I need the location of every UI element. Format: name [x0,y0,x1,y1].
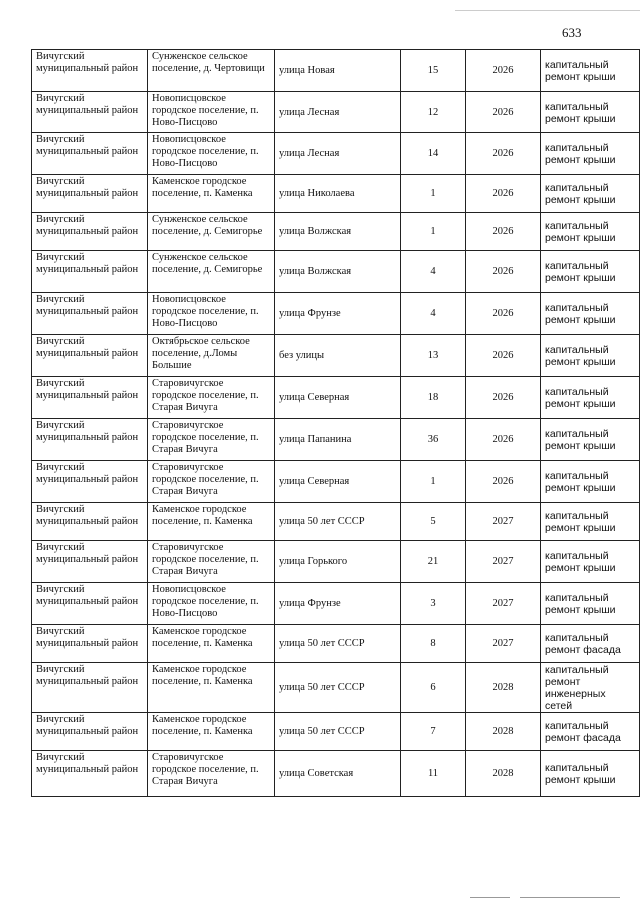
cell-year: 2028 [466,663,541,713]
cell-street: улица Волжская [275,251,401,293]
cell-house-number: 6 [401,663,466,713]
cell-work-type: капитальный ремонт фасада [541,713,640,751]
table-row [32,541,640,583]
cell-year: 2027 [466,583,541,625]
cell-street: улица Новая [275,50,401,92]
cell-work-type: капитальный ремонт крыши [541,541,640,583]
cell-year: 2028 [466,713,541,751]
cell-settlement: Октябрьское сельское поселение, д.Ломы Большие [148,335,275,377]
table-row [32,503,640,541]
cell-region: Вичугский муниципальный район [32,133,148,175]
cell-house-number: 13 [401,335,466,377]
cell-settlement: Сунженское сельское поселение, д. Чертовищи [148,50,275,92]
cell-house-number: 12 [401,92,466,133]
cell-region: Вичугский муниципальный район [32,213,148,251]
table-row [32,133,640,175]
cell-house-number: 1 [401,175,466,213]
table-row [32,335,640,377]
cell-house-number: 18 [401,377,466,419]
table-row [32,583,640,625]
cell-settlement: Новописцовское городское поселение, п. Ново-Писцово [148,133,275,175]
cell-year: 2027 [466,541,541,583]
cell-year: 2026 [466,419,541,461]
cell-year: 2026 [466,213,541,251]
cell-year: 2026 [466,251,541,293]
cell-settlement: Каменское городское поселение, п. Каменка [148,713,275,751]
cell-settlement: Старовичугское городское поселение, п. Старая Вичуга [148,377,275,419]
cell-region: Вичугский муниципальный район [32,419,148,461]
cell-street: улица Советская [275,751,401,797]
cell-house-number: 14 [401,133,466,175]
cell-year: 2027 [466,503,541,541]
cell-settlement: Старовичугское городское поселение, п. Старая Вичуга [148,419,275,461]
cell-street: улица Николаева [275,175,401,213]
cell-street: улица Фрунзе [275,583,401,625]
footer-rule-left [470,897,510,898]
cell-settlement: Каменское городское поселение, п. Каменка [148,625,275,663]
cell-year: 2026 [466,377,541,419]
table-row [32,625,640,663]
cell-region: Вичугский муниципальный район [32,713,148,751]
cell-street: улица 50 лет СССР [275,503,401,541]
cell-work-type: капитальный ремонт крыши [541,92,640,133]
cell-region: Вичугский муниципальный район [32,663,148,713]
cell-street: улица Лесная [275,133,401,175]
table-row [32,461,640,503]
cell-work-type: капитальный ремонт крыши [541,251,640,293]
cell-house-number: 7 [401,713,466,751]
cell-region: Вичугский муниципальный район [32,461,148,503]
cell-year: 2026 [466,92,541,133]
cell-house-number: 21 [401,541,466,583]
table-row [32,175,640,213]
cell-house-number: 8 [401,625,466,663]
table-row [32,293,640,335]
cell-work-type: капитальный ремонт крыши [541,213,640,251]
cell-house-number: 11 [401,751,466,797]
cell-street: улица Лесная [275,92,401,133]
cell-year: 2026 [466,133,541,175]
cell-house-number: 15 [401,50,466,92]
cell-region: Вичугский муниципальный район [32,50,148,92]
cell-region: Вичугский муниципальный район [32,625,148,663]
cell-work-type: капитальный ремонт крыши [541,335,640,377]
cell-house-number: 4 [401,251,466,293]
cell-house-number: 4 [401,293,466,335]
cell-year: 2026 [466,293,541,335]
cell-settlement: Каменское городское поселение, п. Каменка [148,503,275,541]
page-number: 633 [562,25,582,40]
cell-work-type: капитальный ремонт крыши [541,583,640,625]
cell-settlement: Старовичугское городское поселение, п. Старая Вичуга [148,751,275,797]
table-row [32,663,640,713]
table-row [32,377,640,419]
cell-street: улица Фрунзе [275,293,401,335]
cell-work-type: капитальный ремонт крыши [541,175,640,213]
cell-street: улица Северная [275,377,401,419]
cell-region: Вичугский муниципальный район [32,583,148,625]
cell-region: Вичугский муниципальный район [32,92,148,133]
cell-settlement: Каменское городское поселение, п. Каменка [148,663,275,713]
cell-work-type: капитальный ремонт крыши [541,419,640,461]
cell-region: Вичугский муниципальный район [32,335,148,377]
table-row [32,92,640,133]
cell-year: 2026 [466,50,541,92]
cell-house-number: 5 [401,503,466,541]
cell-street: улица Папанина [275,419,401,461]
cell-work-type: капитальный ремонт инженерных сетей [541,663,640,713]
table-row [32,251,640,293]
cell-street: улица 50 лет СССР [275,625,401,663]
cell-settlement: Каменское городское поселение, п. Каменка [148,175,275,213]
cell-settlement: Сунженское сельское поселение, д. Семигорье [148,251,275,293]
cell-year: 2026 [466,175,541,213]
cell-work-type: капитальный ремонт крыши [541,751,640,797]
cell-region: Вичугский муниципальный район [32,751,148,797]
cell-house-number: 3 [401,583,466,625]
table-row [32,751,640,797]
table-body [32,50,640,797]
cell-region: Вичугский муниципальный район [32,503,148,541]
cell-region: Вичугский муниципальный район [32,293,148,335]
cell-settlement: Новописцовское городское поселение, п. Ново-Писцово [148,293,275,335]
cell-work-type: капитальный ремонт крыши [541,503,640,541]
cell-street: улица 50 лет СССР [275,713,401,751]
table-row [32,419,640,461]
cell-region: Вичугский муниципальный район [32,377,148,419]
repair-schedule-table [31,49,640,797]
table-row [32,713,640,751]
cell-work-type: капитальный ремонт крыши [541,50,640,92]
top-rule [455,10,640,11]
cell-work-type: капитальный ремонт фасада [541,625,640,663]
cell-year: 2026 [466,335,541,377]
cell-year: 2028 [466,751,541,797]
table-row [32,50,640,92]
cell-house-number: 1 [401,461,466,503]
cell-year: 2027 [466,625,541,663]
cell-settlement: Новописцовское городское поселение, п. Ново-Писцово [148,583,275,625]
cell-settlement: Новописцовское городское поселение, п. Ново-Писцово [148,92,275,133]
cell-street: улица Северная [275,461,401,503]
cell-region: Вичугский муниципальный район [32,541,148,583]
cell-street: без улицы [275,335,401,377]
cell-settlement: Старовичугское городское поселение, п. Старая Вичуга [148,461,275,503]
cell-work-type: капитальный ремонт крыши [541,377,640,419]
cell-work-type: капитальный ремонт крыши [541,133,640,175]
cell-settlement: Сунженское сельское поселение, д. Семигорье [148,213,275,251]
cell-street: улица 50 лет СССР [275,663,401,713]
cell-region: Вичугский муниципальный район [32,251,148,293]
table-row [32,213,640,251]
cell-settlement: Старовичугское городское поселение, п. Старая Вичуга [148,541,275,583]
cell-house-number: 36 [401,419,466,461]
cell-region: Вичугский муниципальный район [32,175,148,213]
cell-work-type: капитальный ремонт крыши [541,293,640,335]
cell-work-type: капитальный ремонт крыши [541,461,640,503]
cell-street: улица Волжская [275,213,401,251]
footer-rule-right [520,897,620,898]
cell-street: улица Горького [275,541,401,583]
cell-house-number: 1 [401,213,466,251]
cell-year: 2026 [466,461,541,503]
